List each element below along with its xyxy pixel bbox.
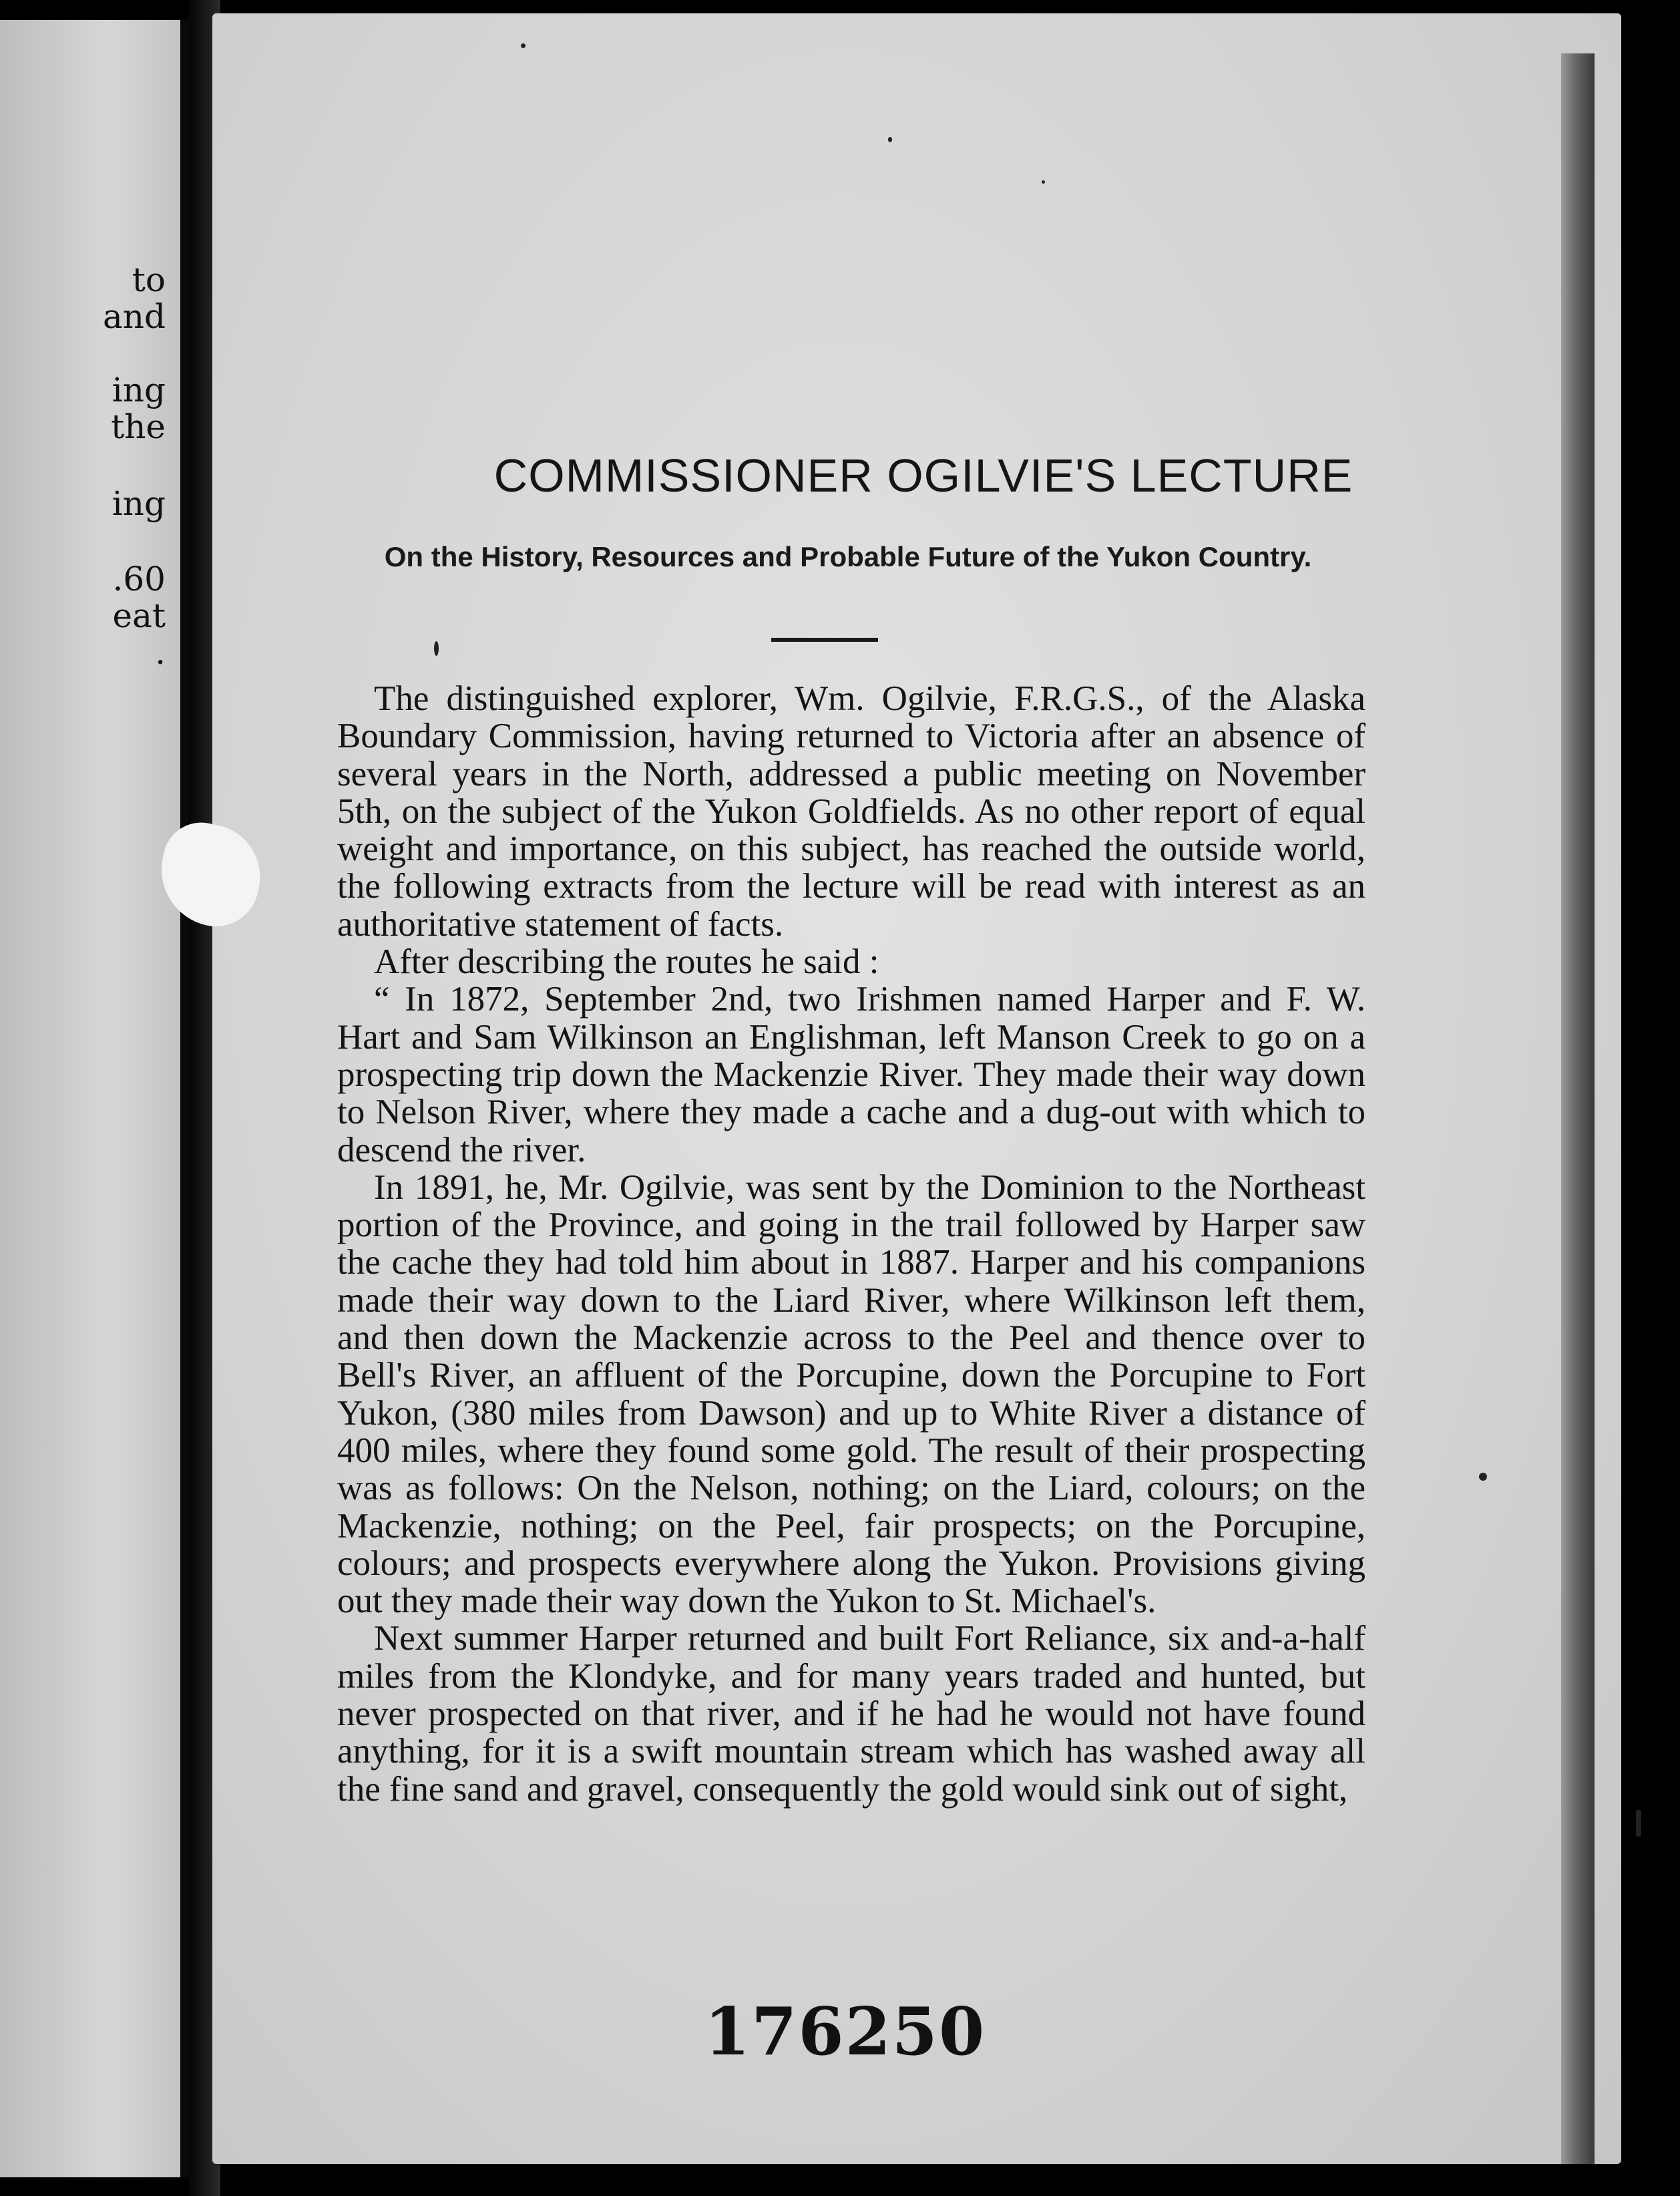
article-body	[337, 680, 1366, 1808]
scan-speck	[1479, 1473, 1487, 1481]
serial-number: 176250	[704, 1994, 986, 2070]
title-divider	[771, 638, 878, 642]
paragraph: After describing the routes he said :	[374, 942, 879, 982]
left-page-fragment: ing	[112, 484, 166, 523]
scan-speck	[521, 43, 526, 48]
scan-speck	[434, 641, 439, 656]
left-page-fragment: ing	[112, 371, 166, 409]
page-subtitle: On the History, Resources and Probable Future of the Yukon Country.	[384, 541, 1312, 572]
page-edge-shadow	[1561, 53, 1595, 2164]
scan-speck	[888, 137, 892, 142]
scan-speck	[1042, 180, 1045, 184]
paragraph: The distinguished explorer, Wm. Ogilvie, F.R.G.S., of the Alaska Boundary Commission, having returned to Victoria after an absence of several years in the North, addressed a public meeting on November 5th, on the subject of the Yukon Goldfields. As no other report of equal weight and importance, on this subject, has reached the outside world, the following extracts from the lecture will be read with interest as an authoritative statement of facts.	[337, 679, 1366, 944]
left-page-fragment: and	[102, 297, 166, 336]
left-page-fragment: the	[111, 407, 166, 446]
left-page-edge	[0, 20, 188, 2177]
scan-speck	[1636, 1810, 1641, 1837]
paragraph: In 1891, he, Mr. Ogilvie, was sent by the Dominion to the Northeast portion of the Province, and going in the trail followed by Harper saw the cache they had told him about in 1887. Harper and his companions made their way down to the Liard River, where Wilkinson left them, and then down the Mackenzie across to the Peel and thence over to Bell's River, an affluent of the Porcupine, down the Porcupine to Fort Yukon, (380 miles from Dawson) and up to White River a distance of 400 miles, where they found some gold. The result of their prospecting was as follows: On the Nelson, nothing; on the Liard, colours; on the Mackenzie, nothing; on the Peel, fair prospects; on the Porcupine, colours; and prospects everywhere along the Yukon. Provisions giving out they made their way down the Yukon to St. Michael's.	[337, 1167, 1366, 1621]
left-page-fragment: to	[132, 260, 166, 299]
left-page-fragment: .60	[112, 560, 166, 598]
page-title: COMMISSIONER OGILVIE'S LECTURE	[493, 449, 1353, 502]
left-page-fragment: eat	[112, 596, 166, 635]
paragraph: Next summer Harper returned and built Fort Reliance, six and-a-half miles from the Klondyke, and for many years traded and hunted, but never prospected on that river, and if he had he would not have found anything, for it is a swift mountain stream which has washed away all the fine sand and gravel, consequently the gold would sink out of sight,	[337, 1619, 1366, 1809]
left-page-fragment: .	[155, 633, 166, 672]
paragraph: “ In 1872, September 2nd, two Irishmen named Harper and F. W. Hart and Sam Wilkinson an Englishman, left Manson Creek to go on a prospecting trip down the Mackenzie River. They made their way down to Nelson River, where they made a cache and a dug-out with which to descend the river.	[337, 980, 1366, 1169]
